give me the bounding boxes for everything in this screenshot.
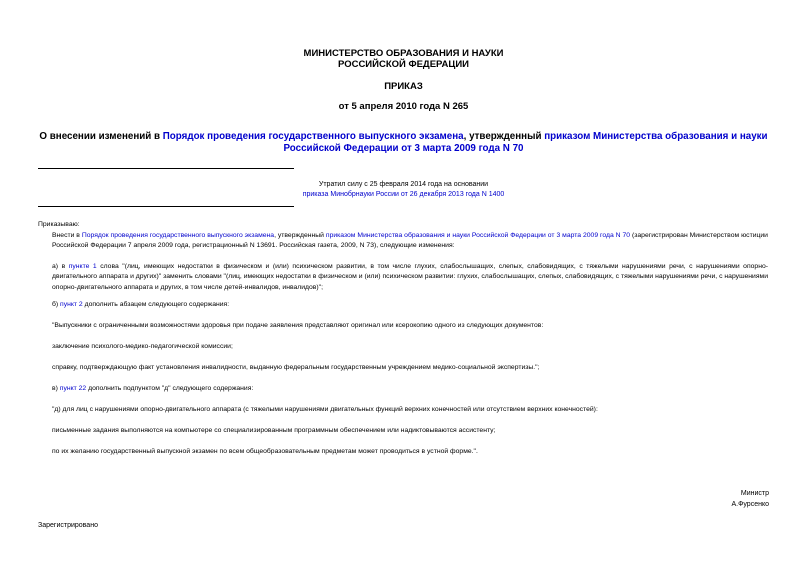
title-link-order[interactable]: приказом Министерства образования и науки Российской Федерации от 3 марта 2009 года N 70: [283, 131, 768, 154]
item-b-text: дополнить абзацем следующего содержания:: [82, 301, 230, 308]
expired-link[interactable]: приказа Минобрнауки России от 26 декабря 2013 года N 1400: [302, 191, 505, 198]
expired-line-2: [0, 190, 807, 200]
item-a-text: слова "(лиц, имеющих недостатки в физическом и (или) психическом развитии, в том числе глухих, слабослышащих, слепых, слабовидящих, с тяжелыми нарушениями речи, с нарушениями опорно-двигательного аппарата и других)" заменить словами "(лиц, имеющих недостатки в физическом и (или) психическом развитии: глухих, слабослышащих, слепых, слабовидящих, с тяжелыми нарушениями речи, с нарушениями опорно-двигательного аппарата и других, в том числе детей-инвалидов, инвалидов)";: [52, 263, 768, 291]
intro-suffix: (зарегистрирован Министерством юстиции Российской Федерации 7 апреля 2009 года, регистрационный N 13691. Российская газета, 2009, N 73), следующие изменения:: [52, 232, 768, 250]
intro-link-order[interactable]: приказом Министерства образования и науки Российской Федерации от 3 марта 2009 года N 70: [325, 232, 631, 239]
doc-title: [30, 131, 777, 155]
item-v-link[interactable]: пункт 22: [59, 385, 87, 392]
item-b: [38, 300, 768, 310]
item-a-prefix: а) в: [52, 263, 69, 270]
title-middle: , утвержденный: [463, 131, 545, 142]
quote-2: заключение психолого-медико-педагогической комиссии;: [52, 343, 233, 350]
signature-name: А.Фурсенко: [731, 501, 769, 508]
expired-line-1: Утратил силу с 25 февраля 2014 года на основании: [318, 181, 489, 188]
order-word: Приказываю:: [38, 221, 80, 228]
quote-3: справку, подтверждающую факт установления инвалидности, выданную федеральным государственным учреждением медико-социальной экспертизы.";: [52, 364, 540, 371]
ministry-line-1: МИНИСТЕРСТВО ОБРАЗОВАНИЯ И НАУКИ: [303, 48, 504, 59]
quote-5: письменные задания выполняются на компьютере со специализированным программным обеспечением или надиктовываются ассистенту;: [52, 427, 496, 434]
quote-1: "Выпускники с ограниченными возможностями здоровья при подаче заявления представляют оригинал или ксерокопию одного из следующих документов:: [52, 322, 544, 329]
intro-paragraph: [38, 231, 768, 252]
registered-label: Зарегистрировано: [38, 522, 98, 529]
ministry-line-2: РОССИЙСКОЙ ФЕДЕРАЦИИ: [337, 59, 469, 70]
item-a: [38, 262, 768, 293]
item-v: [38, 384, 768, 394]
item-v-text: дополнить подпунктом "д" следующего содержания:: [86, 385, 254, 392]
divider: [38, 168, 294, 169]
title-prefix: О внесении изменений в: [39, 131, 163, 142]
item-a-link[interactable]: пункте 1: [68, 263, 97, 270]
quote-4: "д) для лиц с нарушениями опорно-двигательного аппарата (с тяжелыми нарушениями двигательных функций верхних конечностей или отсутствием верхних конечностей):: [52, 406, 598, 413]
item-b-prefix: б): [52, 301, 61, 308]
title-link-procedure[interactable]: Порядок проведения государственного выпускного экзамена: [162, 131, 464, 142]
intro-link-procedure[interactable]: Порядок проведения государственного выпускного экзамена: [81, 232, 275, 239]
doc-type: ПРИКАЗ: [384, 81, 423, 92]
doc-date-number: от 5 апреля 2010 года N 265: [338, 101, 469, 112]
signature-position: Министр: [740, 490, 769, 497]
intro-prefix: Внести в: [52, 232, 82, 239]
quote-6: по их желанию государственный выпускной экзамен по всем общеобразовательным предметам может проводиться в устной форме.".: [52, 448, 478, 455]
divider: [38, 206, 294, 207]
item-v-prefix: в): [52, 385, 60, 392]
intro-mid: , утвержденный: [274, 232, 326, 239]
item-b-link[interactable]: пункт 2: [60, 301, 83, 308]
